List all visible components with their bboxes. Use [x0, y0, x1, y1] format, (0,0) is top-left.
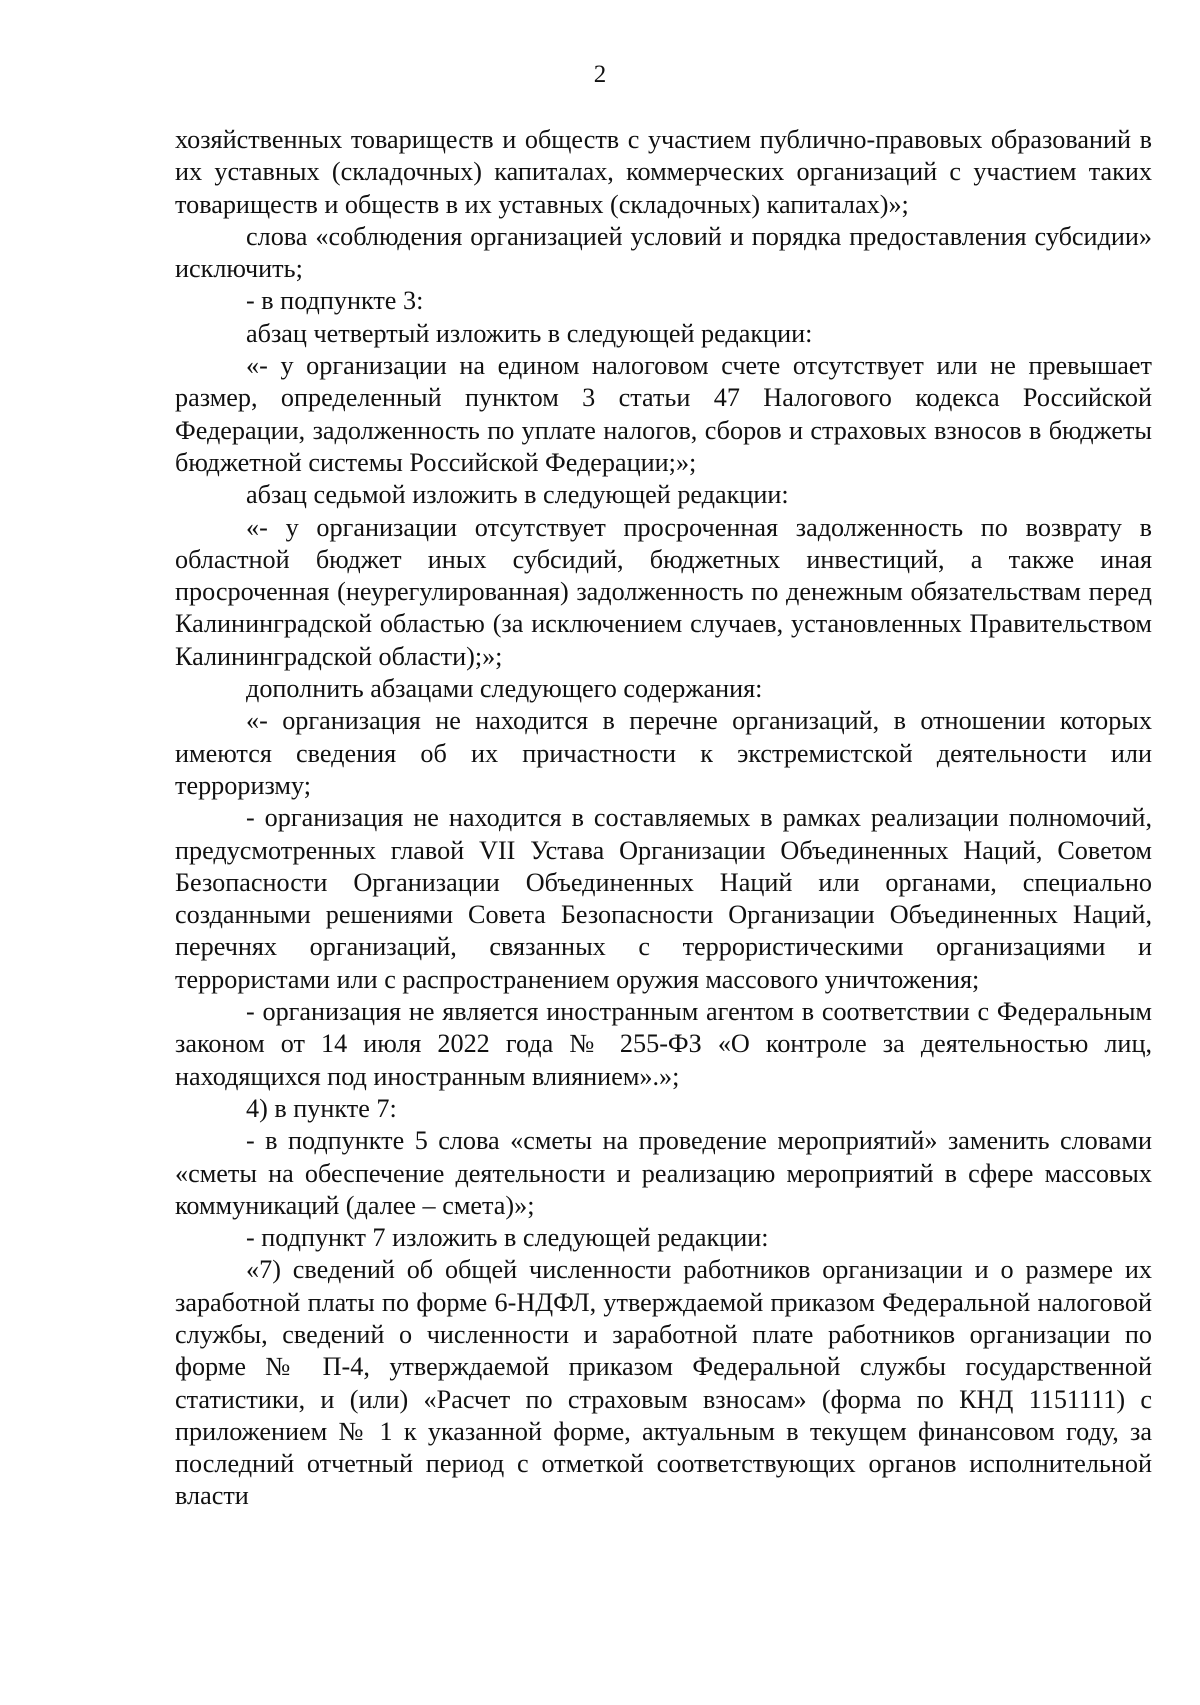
paragraph: «- у организации отсутствует просроченная задолженность по возврату в областной бюджет иных субсидий, бюджетных инвестиций, а также иная просроченная (неурегулированная) задолженность по денежным обязательствам перед Калининградской областью (за исключением случаев, установленных Правительством Калининградской области);»;: [175, 512, 1152, 671]
paragraph: - в подпункте 5 слова «сметы на проведение мероприятий» заменить словами «сметы на обеспечение деятельности и реализацию мероприятий в сфере массовых коммуникаций (далее – смета)»;: [175, 1126, 1152, 1220]
paragraph: - подпункт 7 изложить в следующей редакции:: [246, 1223, 769, 1253]
paragraph: дополнить абзацами следующего содержания:: [246, 674, 763, 704]
paragraph: слова «соблюдения организацией условий и порядка предоставления субсидии» исключить;: [175, 221, 1152, 284]
page-number: 2: [593, 61, 607, 88]
paragraph: «- организация не находится в перечне организаций, в отношении которых имеются сведения об их причастности к экстремистской деятельности или терроризму;: [175, 706, 1152, 800]
paragraph: «- у организации на едином налоговом счете отсутствует или не превышает размер, определенный пунктом 3 статьи 47 Налогового кодекса Российской Федерации, задолженность по уплате налогов, сборов и страховых взносов в бюджеты бюджетной системы Российской Федерации;»;: [175, 351, 1152, 477]
paragraph-continuation: хозяйственных товариществ и обществ с участием публично-правовых образований в их уставных (складочных) капиталах, коммерческих организаций с участием таких товариществ и обществ в их уставных (складочных) капиталах)»;: [175, 125, 1152, 219]
document-body: [175, 124, 1152, 1513]
paragraph: 4) в пункте 7:: [246, 1093, 397, 1123]
paragraph: абзац седьмой изложить в следующей редакции:: [246, 480, 789, 510]
paragraph: - организация не находится в составляемых в рамках реализации полномочий, предусмотренных главой VII Устава Организации Объединенных Наций, Советом Безопасности Организации Объединенных Наций или органами, специально созданными решениями Совета Безопасности Организации Объединенных Наций, перечнях организаций, связанных с террористическими организациями и террористами или с распространением оружия массового уничтожения;: [175, 803, 1152, 994]
paragraph: - в подпункте 3:: [246, 286, 424, 316]
paragraph: «7) сведений об общей численности работников организации и о размере их заработной платы по форме 6-НДФЛ, утверждаемой приказом Федеральной налоговой службы, сведений о численности и заработной плате работников организации по форме № П-4, утверждаемой приказом Федеральной службы государственной статистики, и (или) «Расчет по страховым взносам» (форма по КНД 1151111) с приложением № 1 к указанной форме, актуальным в текущем финансовом году, за последний отчетный период с отметкой соответствующих органов исполнительной власти: [175, 1255, 1152, 1511]
paragraph: абзац четвертый изложить в следующей редакции:: [246, 318, 813, 348]
paragraph: - организация не является иностранным агентом в соответствии с Федеральным законом от 14 июля 2022 года № 255-ФЗ «О контроле за деятельностью лиц, находящихся под иностранным влиянием».»;: [175, 997, 1152, 1091]
